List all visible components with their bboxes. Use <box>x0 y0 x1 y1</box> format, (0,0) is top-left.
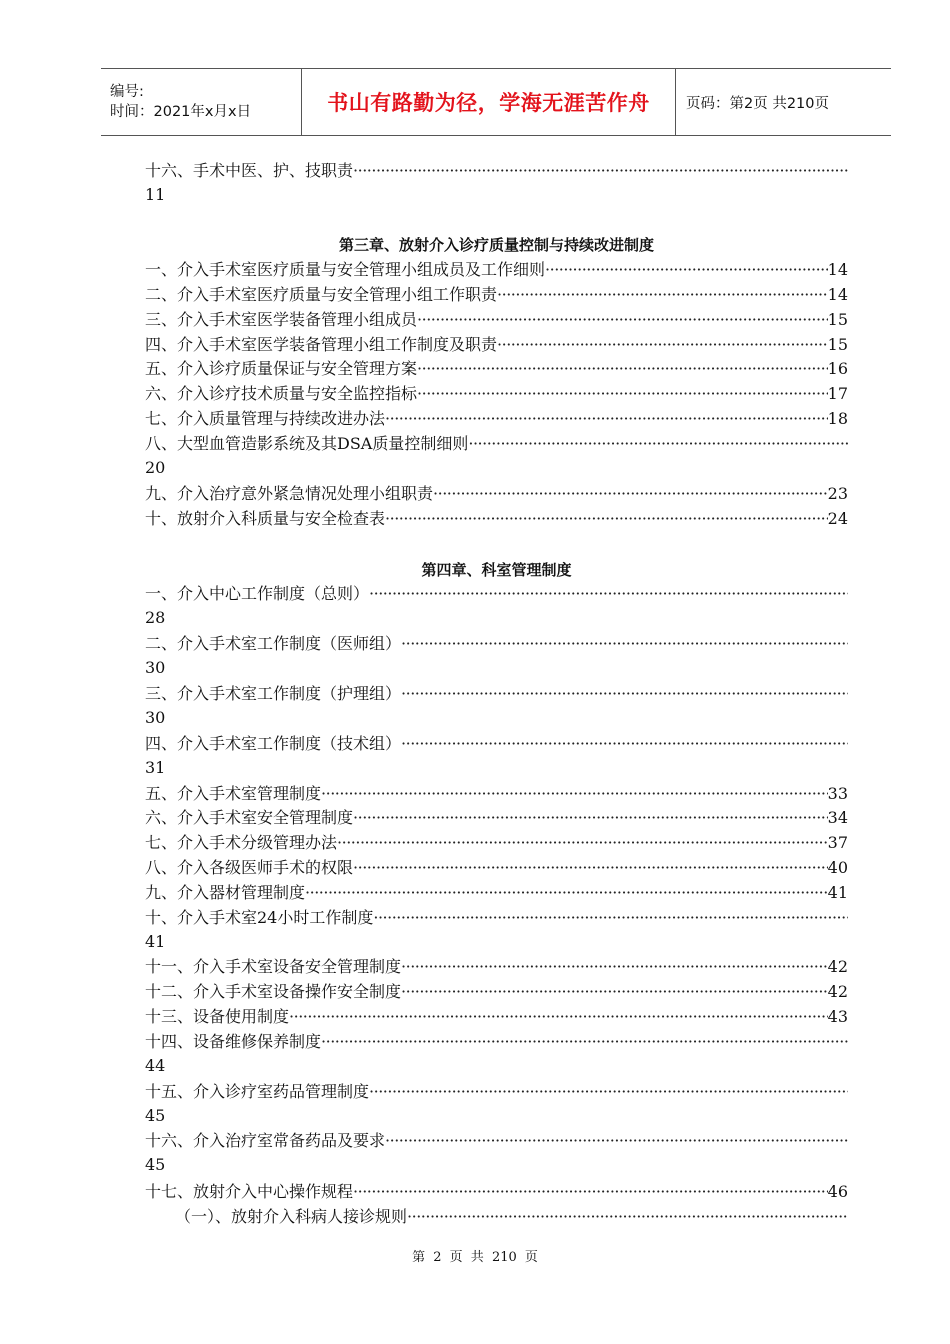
toc-entry[interactable] <box>145 258 848 282</box>
toc-entry[interactable] <box>145 881 848 905</box>
header-meta <box>101 69 302 135</box>
toc-entry-page: 33 <box>827 784 848 803</box>
toc-entry-page: 45 <box>145 1155 166 1174</box>
toc-leader <box>417 357 828 381</box>
toc-entry-title: 七、介入质量管理与持续改进办法 <box>145 409 386 428</box>
toc-leader <box>401 732 848 756</box>
toc-entry-title: 十、放射介入科质量与安全检查表 <box>145 509 386 528</box>
footer-ye2: 页 <box>524 1250 538 1265</box>
toc-entry-title: 十六、介入治疗室常备药品及要求 <box>145 1131 386 1150</box>
toc-entry[interactable] <box>145 159 848 204</box>
toc-leader <box>353 1180 828 1204</box>
toc-entry-title: 十一、介入手术室设备安全管理制度 <box>145 957 402 976</box>
toc-entry-title: 二、介入手术室医疗质量与安全管理小组工作职责 <box>145 285 498 304</box>
toc-entry[interactable] <box>145 906 848 951</box>
toc-entry-title: 八、介入各级医师手术的权限 <box>145 858 354 877</box>
toc-entry-title: 六、介入手术室安全管理制度 <box>145 808 354 827</box>
toc-entry[interactable] <box>145 407 848 431</box>
toc-entry-title: 十五、介入诊疗室药品管理制度 <box>145 1082 370 1101</box>
toc-entry-page: 46 <box>827 1182 848 1201</box>
toc-leader <box>369 582 848 606</box>
toc-entry[interactable] <box>145 382 848 406</box>
toc-entry-page: 11 <box>145 185 166 204</box>
toc-leader <box>401 955 828 979</box>
toc-entry[interactable] <box>145 632 848 677</box>
toc-leader <box>321 782 828 806</box>
toc-leader <box>353 806 828 830</box>
toc-entry-page: 37 <box>827 833 848 852</box>
toc-leader <box>401 682 848 706</box>
toc-entry-title: 十、介入手术室24小时工作制度 <box>145 908 374 927</box>
toc-entry-title: 十二、介入手术室设备操作安全制度 <box>145 982 402 1001</box>
toc-entry[interactable] <box>145 283 848 307</box>
toc-entry-page: 18 <box>827 409 848 428</box>
toc-entry-page: 44 <box>145 1056 166 1075</box>
page-header <box>101 68 891 136</box>
toc-entry[interactable] <box>145 308 848 332</box>
toc-entry-title: 七、介入手术分级管理办法 <box>145 833 338 852</box>
toc-leader <box>353 159 848 183</box>
toc-entry-title: 九、介入治疗意外紧急情况处理小组职责 <box>145 484 434 503</box>
toc-leader <box>497 333 828 357</box>
toc-entry-title: 二、介入手术室工作制度（医师组） <box>145 634 402 653</box>
toc-entry[interactable] <box>145 856 848 880</box>
toc-entry[interactable] <box>145 1180 848 1204</box>
header-motto: 书山有路勤为径，学海无涯苦作舟 <box>302 69 676 135</box>
toc-leader <box>401 980 828 1004</box>
toc-entry-title: 一、介入中心工作制度（总则） <box>145 584 370 603</box>
toc-entry[interactable] <box>145 732 848 777</box>
toc-entry-page: 16 <box>827 359 848 378</box>
toc-entry[interactable] <box>145 782 848 806</box>
toc-entry[interactable] <box>145 980 848 1004</box>
toc-leader <box>545 258 828 282</box>
number-label: 编号: <box>110 84 144 100</box>
toc-entry[interactable] <box>145 682 848 727</box>
chapter-heading: 第三章、放射介入诊疗质量控制与持续改进制度 <box>338 236 654 254</box>
toc-entry[interactable] <box>145 1129 848 1174</box>
toc-leader <box>305 881 828 905</box>
toc-entry-page: 31 <box>145 758 166 777</box>
toc-leader <box>321 1030 848 1054</box>
toc-entry-page: 14 <box>827 260 848 279</box>
toc-entry-page: 30 <box>145 658 166 677</box>
toc-entry-title: 一、介入手术室医疗质量与安全管理小组成员及工作细则 <box>145 260 546 279</box>
toc-entry-page: 41 <box>145 932 166 951</box>
toc-leader <box>407 1205 848 1229</box>
toc-entry[interactable] <box>175 1205 848 1229</box>
toc-entry-title: 十四、设备维修保养制度 <box>145 1032 322 1051</box>
header-page-label: 页码：第2页 共210页 <box>686 95 830 112</box>
toc-entry[interactable] <box>145 955 848 979</box>
toc-entry[interactable] <box>145 806 848 830</box>
toc-entry[interactable] <box>145 507 848 531</box>
chapter-heading: 第四章、科室管理制度 <box>421 561 572 579</box>
toc-leader <box>497 283 828 307</box>
toc-entry-title: 九、介入器材管理制度 <box>145 883 306 902</box>
toc-entry-page: 14 <box>827 285 848 304</box>
toc-leader <box>385 1129 848 1153</box>
toc-entry-title: 五、介入诊疗质量保证与安全管理方案 <box>145 359 418 378</box>
toc-leader <box>337 831 828 855</box>
toc-entry-page: 43 <box>827 1007 848 1026</box>
toc-entry-page: 45 <box>145 1106 166 1125</box>
toc-leader <box>373 906 848 930</box>
toc-entry-page: 42 <box>827 957 848 976</box>
toc-entry[interactable] <box>145 1080 848 1125</box>
toc-leader <box>417 382 828 406</box>
toc-leader <box>433 482 828 506</box>
toc-entry-title: 三、介入手术室工作制度（护理组） <box>145 684 402 703</box>
toc-entry-title: 四、介入手术室工作制度（技术组） <box>145 734 402 753</box>
footer-di: 第 <box>412 1250 426 1265</box>
toc-entry-page: 30 <box>145 708 166 727</box>
toc-entry-title: 八、大型血管造影系统及其DSA质量控制细则 <box>145 434 469 453</box>
toc-leader <box>369 1080 848 1104</box>
toc-leader <box>401 632 848 656</box>
toc-entry[interactable] <box>145 482 848 506</box>
toc-entry[interactable] <box>145 1030 848 1075</box>
toc-entry-title: 五、介入手术室管理制度 <box>145 784 322 803</box>
toc-entry-page: 15 <box>827 335 848 354</box>
toc-entry[interactable] <box>145 432 848 477</box>
toc-entry-page: 17 <box>827 384 848 403</box>
toc-entry-page: 20 <box>145 458 166 477</box>
toc-entry-page: 40 <box>827 858 848 877</box>
toc-entry-page: 28 <box>145 608 166 627</box>
toc-entry-page: 42 <box>827 982 848 1001</box>
toc-leader <box>385 507 828 531</box>
toc-entry-title: 三、介入手术室医学装备管理小组成员 <box>145 310 418 329</box>
toc-leader <box>385 407 828 431</box>
toc-entry-title: 六、介入诊疗技术质量与安全监控指标 <box>145 384 418 403</box>
toc-entry-title: （一）、放射介入科病人接诊规则 <box>175 1207 408 1226</box>
toc-entry-title: 十六、手术中医、护、技职责 <box>145 161 354 180</box>
page-footer <box>0 1246 950 1265</box>
toc-entry[interactable] <box>145 582 848 627</box>
toc-entry-page: 23 <box>827 484 848 503</box>
toc-entry-page: 24 <box>827 509 848 528</box>
toc-leader <box>289 1005 828 1029</box>
toc-leader <box>468 432 848 456</box>
toc-leader <box>417 308 828 332</box>
toc-leader <box>353 856 828 880</box>
toc-entry-title: 十三、设备使用制度 <box>145 1007 290 1026</box>
footer-gong: 共 <box>470 1250 484 1265</box>
toc-entry[interactable] <box>145 357 848 381</box>
toc-entry[interactable] <box>145 831 848 855</box>
time-label: 时间：2021年x月x日 <box>110 104 252 120</box>
footer-page-number: 2 <box>433 1250 442 1265</box>
footer-ye: 页 <box>449 1250 463 1265</box>
toc-entry-page: 34 <box>827 808 848 827</box>
toc-entry[interactable] <box>145 1005 848 1029</box>
footer-total-pages: 210 <box>491 1250 517 1265</box>
toc-entry-title: 十七、放射介入中心操作规程 <box>145 1182 354 1201</box>
toc-entry-page: 41 <box>827 883 848 902</box>
toc-entry-page: 15 <box>827 310 848 329</box>
toc-entry-title: 四、介入手术室医学装备管理小组工作制度及职责 <box>145 335 498 354</box>
toc-entry[interactable] <box>145 333 848 357</box>
